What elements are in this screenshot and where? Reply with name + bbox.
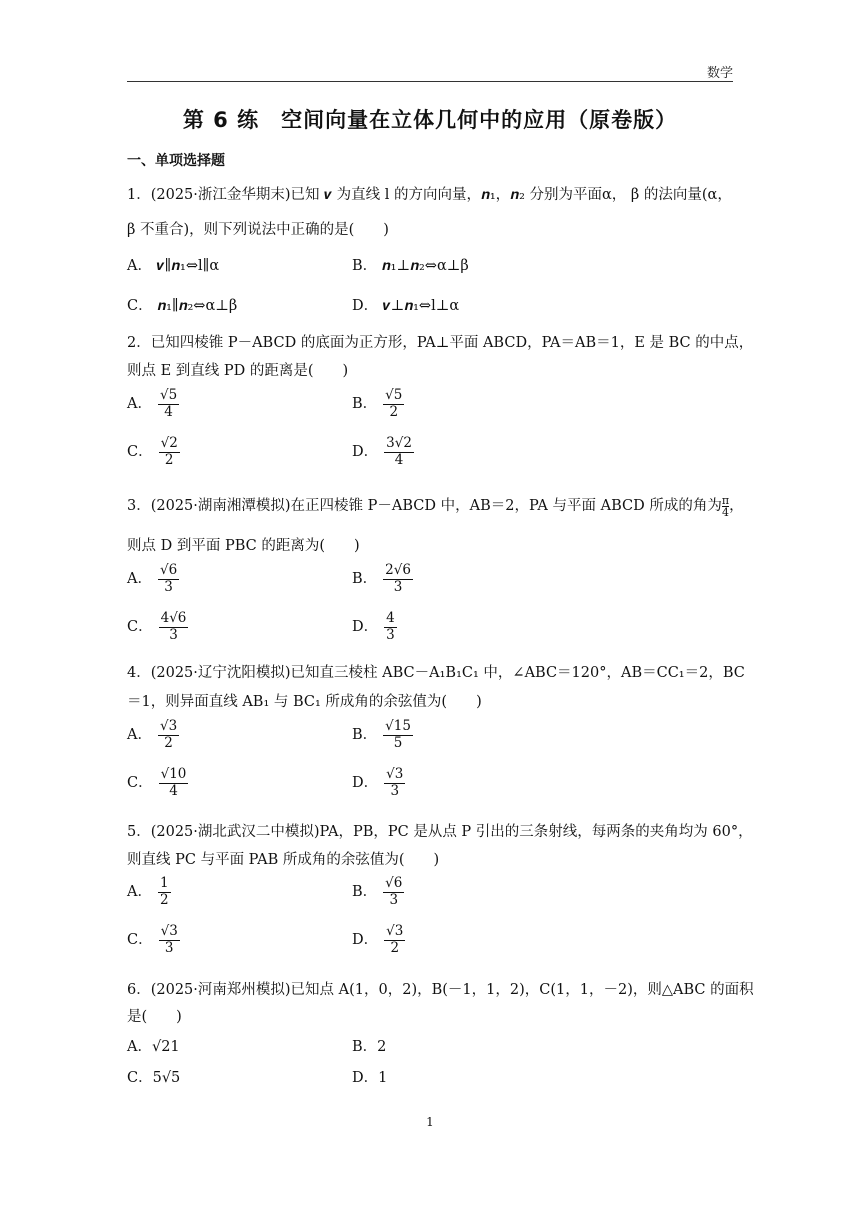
- fraction: $\frac{√10}{4}$: [160, 766, 187, 799]
- fraction: $\frac{√6}{3}$: [159, 562, 178, 595]
- option-label: D．: [352, 619, 379, 636]
- option-label: B．: [352, 396, 378, 413]
- q2-option-a: [127, 388, 179, 420]
- option-label: C．: [127, 619, 153, 636]
- fraction: $\frac{1}{2}$: [159, 875, 169, 908]
- angle-fraction: $\frac{\pi}{4}$: [721, 493, 730, 519]
- page-title: 第 6 练 空间向量在立体几何中的应用（原卷版）: [182, 108, 678, 132]
- q2-option-d: [352, 436, 414, 468]
- option-label: A．: [127, 884, 152, 901]
- fraction: $\frac{√5}{4}$: [159, 387, 178, 420]
- option-label: C．: [127, 444, 153, 461]
- q1-option-a: A． 𝒗∥𝒏₁⇔l∥α: [127, 258, 220, 274]
- q6-option-d: D．1: [352, 1070, 388, 1086]
- q2-stem-line1: 2．已知四棱锥 P－ABCD 的底面为正方形，PA⊥平面 ABCD，PA＝AB＝1，E 是 BC 的中点，: [127, 335, 754, 351]
- fraction: $\frac{4}{3}$: [386, 610, 395, 643]
- q6-option-b: B．2: [352, 1039, 387, 1055]
- fraction: $\frac{√3}{2}$: [159, 718, 178, 751]
- fraction: $\frac{√3}{3}$: [160, 923, 178, 956]
- option-label: B．: [352, 571, 378, 588]
- q1-stem-line2: β 不重合)，则下列说法中正确的是( ): [127, 222, 389, 238]
- fraction: $\frac{4√6}{3}$: [160, 610, 187, 643]
- q4-option-b: [352, 719, 413, 751]
- q4-option-a: [127, 719, 179, 751]
- option-label: A．: [127, 396, 152, 413]
- fraction: $\frac{√3}{2}$: [386, 923, 404, 956]
- option-label: D．: [352, 932, 379, 949]
- q1-option-b: B． 𝒏₁⊥𝒏₂⇔α⊥β: [352, 258, 469, 274]
- option-label: A．: [127, 571, 152, 588]
- q3-stem-text: 3．(2025·湖南湘潭模拟)在正四棱锥 P－ABCD 中，AB＝2，PA 与平面 ABCD 所成的角为: [127, 498, 722, 514]
- option-label: C．: [127, 775, 153, 792]
- fraction: $\frac{2√6}{3}$: [385, 562, 411, 595]
- option-label: D．: [352, 775, 379, 792]
- option-label: D．: [352, 444, 379, 461]
- q3-stem-line2: 则点 D 到平面 PBC 的距离为( ): [127, 538, 360, 554]
- page-number: 1: [426, 1115, 434, 1129]
- header-rule: [127, 81, 733, 82]
- option-label: B．: [352, 884, 378, 901]
- q6-option-c: C．5√5: [127, 1070, 181, 1086]
- q2-option-b: [352, 388, 404, 420]
- fraction: $\frac{√6}{3}$: [385, 875, 403, 908]
- q5-stem-line1: 5．(2025·湖北武汉二中模拟)PA，PB，PC 是从点 P 引出的三条射线，每两条的夹角均为 60°，: [127, 824, 753, 840]
- q6-stem-line1: 6．(2025·河南郑州模拟)已知点 A(1，0，2)，B(－1，1，2)，C(1，1，－2)，则△ABC 的面积: [127, 982, 754, 998]
- fraction: $\frac{√5}{2}$: [385, 387, 403, 420]
- q4-option-d: [352, 767, 405, 799]
- q3-stem-line1: [127, 494, 744, 518]
- fraction: $\frac{√3}{3}$: [386, 766, 404, 799]
- q4-stem-line1: 4．(2025·辽宁沈阳模拟)已知直三棱柱 ABC－A₁B₁C₁ 中，∠ABC＝120°，AB＝CC₁＝2，BC: [127, 665, 745, 681]
- q3-option-d: [352, 611, 397, 643]
- q1-option-c: C． 𝒏₁∥𝒏₂⇔α⊥β: [127, 298, 238, 314]
- option-label: A．: [127, 727, 152, 744]
- q4-stem-line2: ＝1，则异面直线 AB₁ 与 BC₁ 所成角的余弦值为( ): [127, 694, 482, 710]
- q5-option-d: [352, 924, 405, 956]
- fraction: $\frac{√15}{5}$: [385, 718, 411, 751]
- q4-option-c: [127, 767, 188, 799]
- header-subject: 数学: [706, 66, 733, 81]
- q5-option-a: [127, 876, 171, 908]
- q5-option-c: [127, 924, 180, 956]
- option-label: C．: [127, 932, 153, 949]
- section-heading: 一、单项选择题: [127, 153, 225, 169]
- q3-option-c: [127, 611, 188, 643]
- q2-option-c: [127, 436, 180, 468]
- q1-stem-line1: 1．(2025·浙江金华期末)已知 𝒗 为直线 l 的方向向量，𝒏₁，𝒏₂ 分别为平面α， β 的法向量(α，: [127, 187, 732, 203]
- fraction: $\frac{√2}{2}$: [160, 435, 178, 468]
- q5-stem-line2: 则直线 PC 与平面 PAB 所成角的余弦值为( ): [127, 852, 440, 868]
- q3-stem-end: ，: [729, 498, 744, 514]
- option-label: B．: [352, 727, 378, 744]
- q3-option-a: [127, 563, 179, 595]
- q6-option-a: A．√21: [127, 1039, 180, 1055]
- q2-stem-line2: 则点 E 到直线 PD 的距离是( ): [127, 363, 349, 379]
- q1-option-d: D． 𝒗⊥𝒏₁⇔l⊥α: [352, 298, 460, 314]
- q5-option-b: [352, 876, 404, 908]
- q3-option-b: [352, 563, 413, 595]
- fraction: $\frac{3√2}{4}$: [386, 435, 412, 468]
- q6-stem-line2: 是( ): [127, 1009, 182, 1025]
